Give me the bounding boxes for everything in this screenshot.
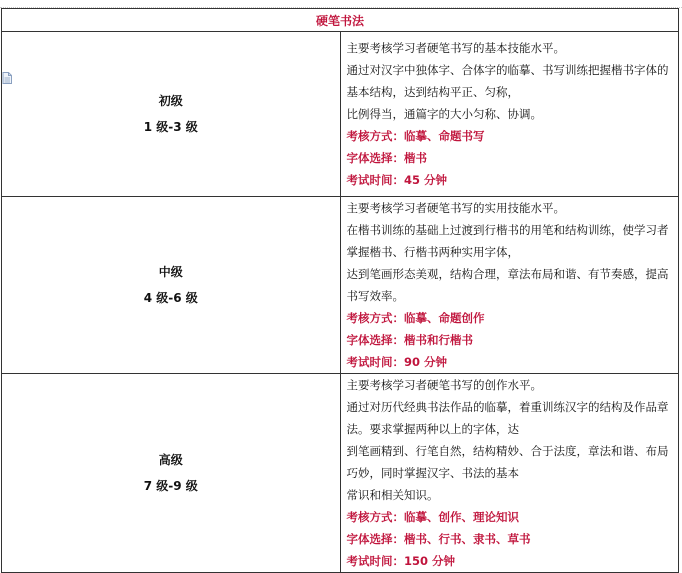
level-cell-beginner xyxy=(2,32,341,197)
table-row xyxy=(2,197,679,374)
font-selection: 字体选择：楷书 xyxy=(346,151,427,165)
table-row xyxy=(2,32,679,197)
font-selection: 字体选择：楷书、行书、隶书、草书 xyxy=(346,532,531,546)
page-top-edge xyxy=(0,0,682,8)
exam-time: 考试时间：150 分钟 xyxy=(346,554,456,568)
description-line: 在楷书训练的基础上过渡到行楷书的用笔和结构训练，使学习者掌握楷书、行楷书两种实用字体， xyxy=(346,223,669,259)
description-line: 达到笔画形态美观，结构合理，章法布局和谐、有节奏感，提高书写效率。 xyxy=(346,267,669,303)
level-cell-intermediate xyxy=(2,197,341,374)
table-row xyxy=(2,374,679,573)
description-cell-beginner xyxy=(340,32,679,197)
table-title: 硬笔书法 xyxy=(2,9,679,32)
description-line: 比例得当，通篇字的大小匀称、协调。 xyxy=(346,107,542,121)
description-cell-advanced xyxy=(340,374,679,573)
description-line: 通过对汉字中独体字、合体字的临摹、书写训练把握楷书字体的基本结构，达到结构平正、匀称， xyxy=(346,63,669,99)
exam-method: 考核方式：临摹、创作、理论知识 xyxy=(346,510,519,524)
exam-method: 考核方式：临摹、命题创作 xyxy=(346,311,485,325)
description-line: 主要考核学习者硬笔书写的实用技能水平。 xyxy=(346,201,565,215)
table-title-row xyxy=(2,9,679,32)
description-line: 主要考核学习者硬笔书写的基本技能水平。 xyxy=(346,41,565,55)
level-name: 初级 xyxy=(158,94,183,108)
description-cell-intermediate xyxy=(340,197,679,374)
exam-method: 考核方式：临摹、命题书写 xyxy=(346,129,485,143)
level-range: 7 级-9 级 xyxy=(143,479,198,493)
level-name: 中级 xyxy=(158,265,183,279)
description-line: 到笔画精到、行笔自然，结构精妙、合于法度，章法和谐、布局巧妙，同时掌握汉字、书法的基本 xyxy=(346,444,669,480)
exam-level-table xyxy=(1,8,679,573)
description-line: 主要考核学习者硬笔书写的创作水平。 xyxy=(346,378,542,392)
font-selection: 字体选择：楷书和行楷书 xyxy=(346,333,473,347)
level-range: 1 级-3 级 xyxy=(143,120,198,134)
level-name: 高级 xyxy=(158,453,183,467)
exam-time: 考试时间：90 分钟 xyxy=(346,355,448,369)
level-range: 4 级-6 级 xyxy=(143,291,198,305)
exam-time: 考试时间：45 分钟 xyxy=(346,173,448,187)
level-cell-advanced xyxy=(2,374,341,573)
description-line: 通过对历代经典书法作品的临摹，着重训练汉字的结构及作品章法。要求掌握两种以上的字体，达 xyxy=(346,400,669,436)
description-line: 常识和相关知识。 xyxy=(346,488,439,502)
